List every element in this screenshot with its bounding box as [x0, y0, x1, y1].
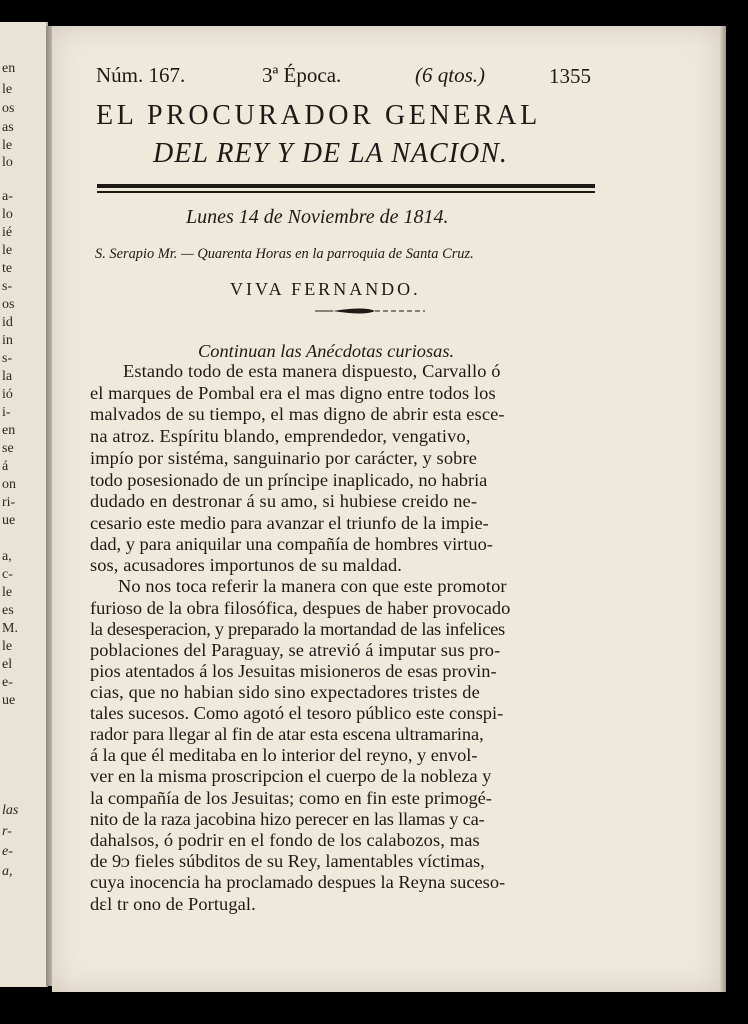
epoch-label: 3ª Época. [262, 63, 342, 87]
body-line: sos, acusadores importunos de su maldad. [90, 555, 402, 575]
left-page-fragment: el [2, 657, 13, 672]
page-number: 1355 [549, 64, 591, 88]
body-line: na atroz. Espíritu blando, emprendedor, vengativo, [90, 426, 471, 446]
body-line: cuya inocencia ha proclamado despues la Reyna suceso- [90, 872, 506, 892]
left-page-fragment: a- [2, 189, 13, 204]
masthead-subtitle: DEL REY Y DE LA NACION. [153, 138, 508, 169]
masthead-title: EL PROCURADOR GENERAL [96, 100, 541, 131]
left-page-fragment: le [2, 138, 13, 153]
left-page-fragment: id [2, 315, 13, 330]
motto: VIVA FERNANDO. [230, 279, 421, 299]
left-page-text [0, 22, 46, 987]
ornament-divider [315, 304, 425, 318]
body-line: la compañía de los Jesuitas; como en fin este primogé- [90, 788, 492, 808]
body-line: de 9ᴐ fieles súbditos de su Rey, lamentables víctimas, [90, 851, 485, 871]
body-line: dad, y para aniquilar una compañía de hombres virtuo- [90, 534, 493, 554]
dateline: Lunes 14 de Noviembre de 1814. [186, 206, 449, 228]
left-page-fragment: ié [2, 225, 13, 240]
left-page-fragment: lo [2, 155, 13, 170]
body-line: dahalsos, ó podrir en el fondo de los calabozos, mas [90, 830, 480, 850]
left-page-fragment: a, [2, 549, 12, 564]
left-page-fragment: lo [2, 207, 13, 222]
left-page-fragment: r- [2, 824, 12, 839]
body-line: Estando todo de esta manera dispuesto, Carvallo ó [123, 361, 501, 381]
left-page-fragment: e- [2, 844, 13, 859]
left-page-fragment: c- [2, 567, 13, 582]
body-line: poblaciones del Paraguay, se atrevió á imputar sus pro- [90, 640, 501, 660]
left-page-fragment: M. [2, 621, 18, 636]
body-line: dɛl tr ono de Portugal. [90, 894, 256, 914]
left-page-fragment: os [2, 101, 15, 116]
page-edge-shadow [720, 26, 726, 992]
left-page-fragment: la [2, 369, 13, 384]
body-line: todo posesionado de un príncipe inaplicado, no habria [90, 470, 488, 490]
left-page-fragment: ue [2, 693, 16, 708]
body-line: tales sucesos. Como agotó el tesoro público este conspi- [90, 703, 504, 723]
left-page-fragment: se [2, 441, 14, 456]
left-page-fragment: e- [2, 675, 13, 690]
left-page-fragment: le [2, 243, 13, 258]
left-page-fragment: as [2, 120, 14, 135]
body-line: á la que él meditaba en lo interior del reyno, y envol- [90, 745, 478, 765]
left-page-fragment: en [2, 61, 16, 76]
masthead-rule-thin [97, 191, 595, 193]
left-page-fragment: le [2, 585, 13, 600]
body-line: ver en la misma proscripcion el cuerpo de la nobleza y [90, 766, 492, 786]
left-page-fragment: i- [2, 405, 11, 420]
body-line: dudado en destronar á su amo, si hubiese creido ne- [90, 491, 478, 511]
left-page-fragment: te [2, 261, 13, 276]
left-page-fragment: en [2, 423, 16, 438]
price-label: (6 qtos.) [415, 63, 485, 87]
left-page-fragment: in [2, 333, 13, 348]
body-line: cias, que no habian sido sino expectadores tristes de [90, 682, 480, 702]
left-page-fragment: ió [2, 387, 13, 402]
left-page-fragment: á [2, 459, 9, 474]
left-page-fragment: os [2, 297, 15, 312]
left-page-fragment: s- [2, 351, 13, 366]
issue-number: Núm. 167. [96, 63, 186, 87]
masthead-rule-thick [97, 184, 595, 188]
body-line: la desesperacion, y preparado la mortandad de las infelices [90, 619, 505, 639]
left-page-fragment: las [2, 803, 19, 818]
saint-of-day-line: S. Serapio Mr. — Quarenta Horas en la parroquia de Santa Cruz. [95, 246, 474, 262]
body-line: furioso de la obra filosófica, despues de haber provocado [90, 598, 511, 618]
body-line: impío por sistéma, sanguinario por carácter, y sobre [90, 448, 477, 468]
left-page-fragment: es [2, 603, 14, 618]
body-line: cesario este medio para avanzar el triunfo de la impie- [90, 513, 489, 533]
section-heading: Continuan las Anécdotas curiosas. [198, 341, 455, 361]
body-line: No nos toca referir la manera con que este promotor [118, 576, 507, 596]
left-page-fragment: a, [2, 864, 13, 879]
body-line: rador para llegar al fin de atar esta escena ultramarina, [90, 724, 484, 744]
left-page-fragment: ri- [2, 495, 16, 510]
left-page-fragment: on [2, 477, 16, 492]
body-line: nito de la raza jacobina hizo perecer en las llamas y ca- [90, 809, 485, 829]
left-page-fragment: le [2, 639, 13, 654]
body-line: el marques de Pombal era el mas digno entre todos los [90, 383, 496, 403]
body-line: pios atentados á los Jesuitas misioneros de esas provin- [90, 661, 497, 681]
left-page-fragment: ue [2, 513, 16, 528]
left-page-fragment: le [2, 82, 13, 97]
body-line: malvados de su tiempo, el mas digno de abrir esta esce- [90, 404, 505, 424]
left-page-fragment: s- [2, 279, 13, 294]
